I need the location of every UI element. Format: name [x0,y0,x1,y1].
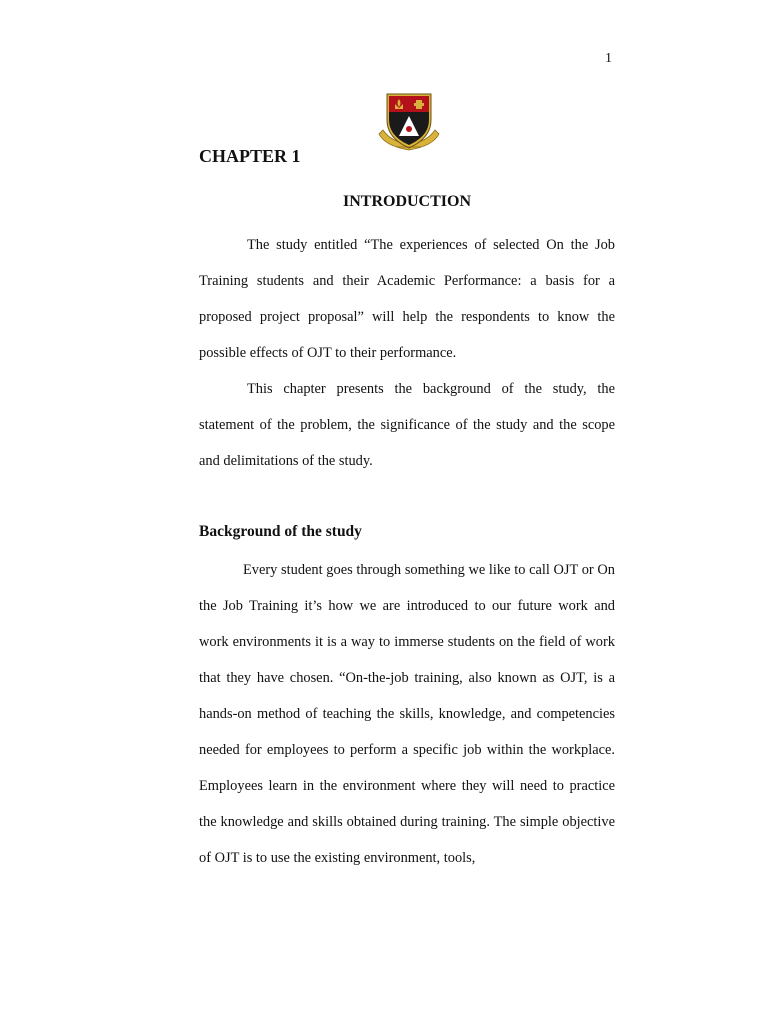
background-heading: Background of the study [199,523,362,540]
background-paragraph: Every student goes through something we like to call OJT or On the Job Training it’s how we are introduced to our future work and work environments it is a way to immerse students on the field of work that they have chosen. “On-the-job training, also known as OJT, is a hands-on method of teaching the skills, knowledge, and competencies needed for employees to perform a specific job within the workplace. Employees learn in the environment where they will need to practice the knowledge and skills obtained during training. The simple objective of OJT is to use the existing environment, tools, [199,562,615,866]
introduction-title: INTRODUCTION [342,193,471,210]
intro-paragraph-1: The study entitled “The experiences of selected On the Job Training students and their Academic Performance: a basis for a proposed project proposal” will help the respondents to know the possible effects of OJT to their performance. [199,237,615,361]
page-number: 1 [605,51,612,66]
chapter-heading: CHAPTER 1 [199,146,301,166]
intro-paragraph-2: This chapter presents the background of the study, the statement of the problem, the significance of the study and the scope and delimitations of the study. [199,381,615,469]
school-crest-logo-icon [375,90,443,156]
